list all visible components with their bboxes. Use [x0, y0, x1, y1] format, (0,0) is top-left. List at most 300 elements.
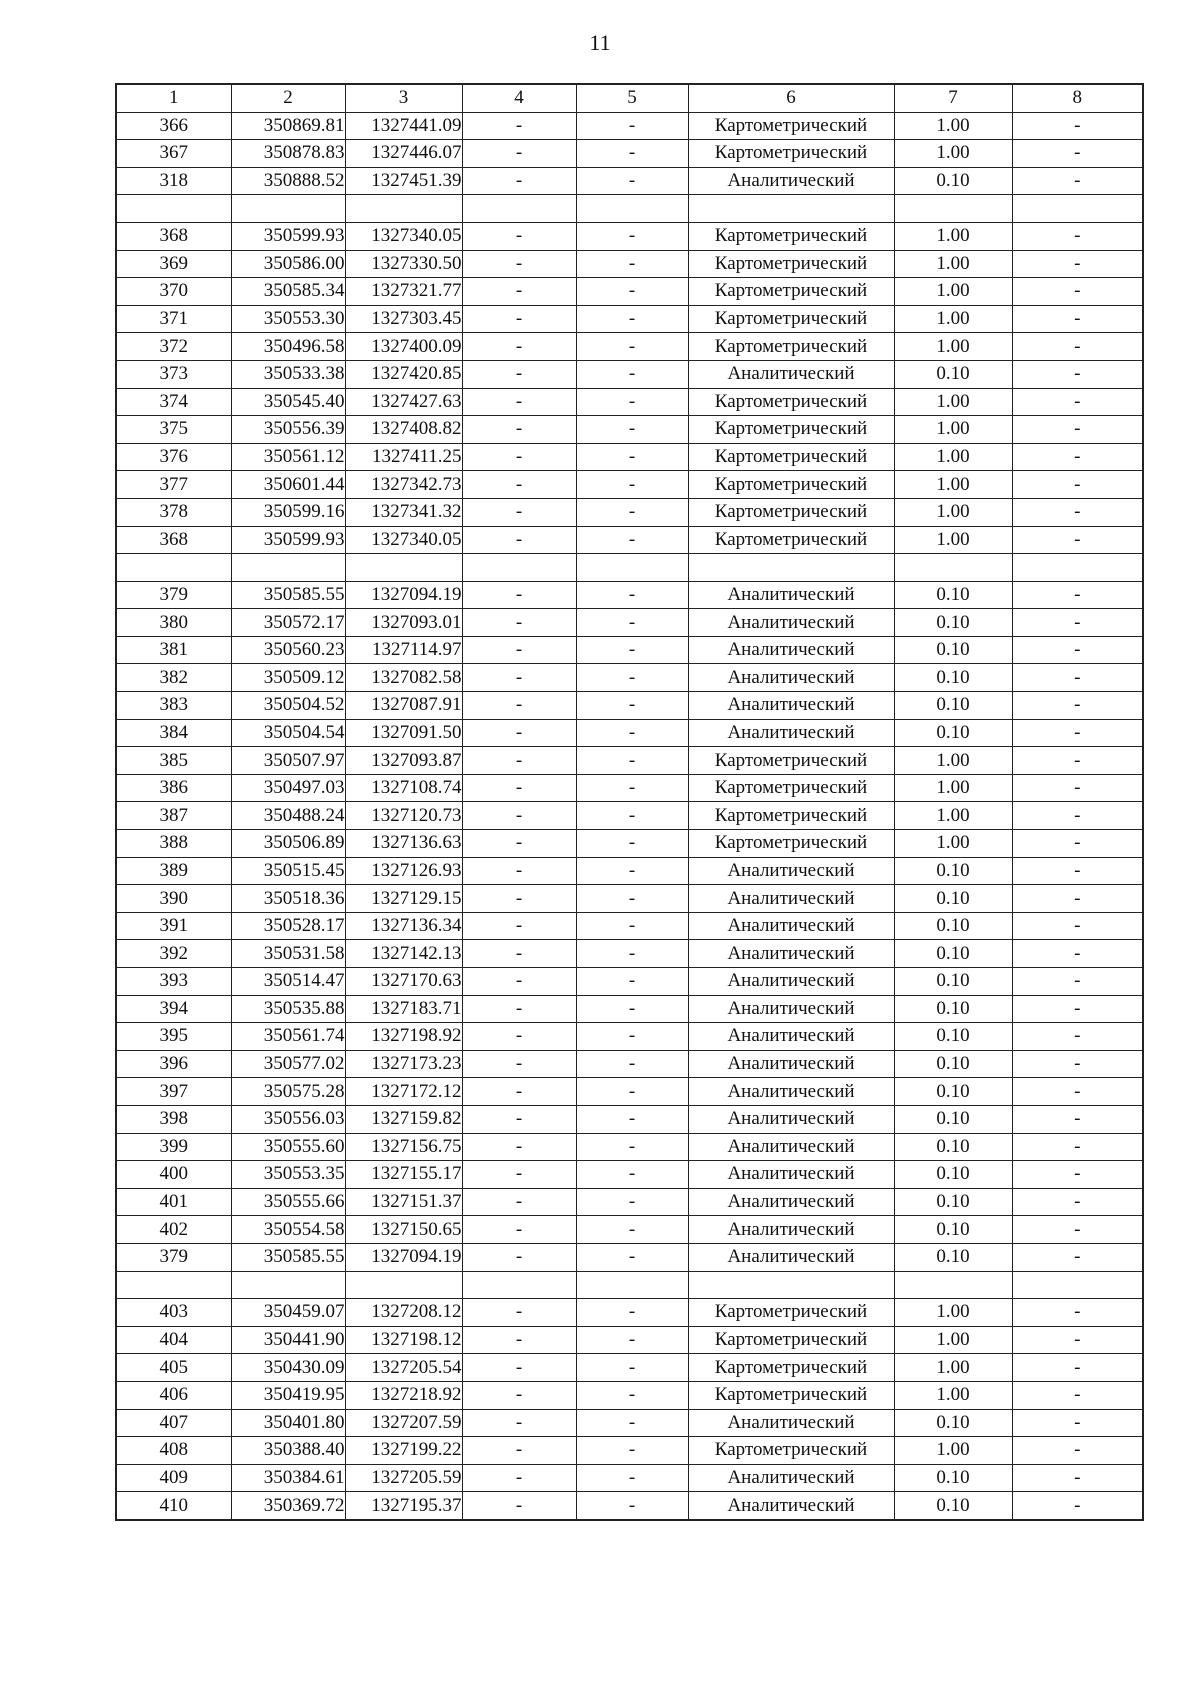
accuracy-cell: 1.00 — [894, 774, 1012, 802]
accuracy-cell: 0.10 — [894, 1078, 1012, 1106]
method-cell: Аналитический — [688, 995, 894, 1023]
col5-cell: - — [576, 1464, 688, 1492]
y-coordinate-cell: 1327151.37 — [345, 1188, 462, 1216]
y-coordinate-cell: 1327087.91 — [345, 692, 462, 720]
table-header-row — [116, 84, 1143, 112]
method-cell: Картометрический — [688, 112, 894, 140]
col5-cell: - — [576, 995, 688, 1023]
method-cell: Аналитический — [688, 1133, 894, 1161]
method-cell: Аналитический — [688, 664, 894, 692]
col5-cell: - — [576, 333, 688, 361]
table-row — [116, 1492, 1143, 1520]
x-coordinate-cell: 350553.35 — [231, 1161, 345, 1189]
accuracy-cell: 1.00 — [894, 388, 1012, 416]
col8-cell: - — [1012, 250, 1143, 278]
method-cell: Аналитический — [688, 1023, 894, 1051]
method-cell: Аналитический — [688, 1161, 894, 1189]
method-cell: Аналитический — [688, 940, 894, 968]
x-coordinate-cell: 350388.40 — [231, 1437, 345, 1465]
col8-cell: - — [1012, 305, 1143, 333]
method-cell: Аналитический — [688, 609, 894, 637]
y-coordinate-cell: 1327150.65 — [345, 1216, 462, 1244]
col8-cell: - — [1012, 830, 1143, 858]
accuracy-cell: 0.10 — [894, 1409, 1012, 1437]
col8-cell: - — [1012, 1161, 1143, 1189]
point-number-cell: 391 — [116, 912, 231, 940]
accuracy-cell: 0.10 — [894, 1216, 1012, 1244]
accuracy-cell: 0.10 — [894, 1188, 1012, 1216]
table-row — [116, 416, 1143, 444]
x-coordinate-cell: 350560.23 — [231, 636, 345, 664]
accuracy-cell: 1.00 — [894, 278, 1012, 306]
method-cell: Картометрический — [688, 443, 894, 471]
point-number-cell: 372 — [116, 333, 231, 361]
x-coordinate-cell: 350441.90 — [231, 1326, 345, 1354]
x-coordinate-cell: 350506.89 — [231, 830, 345, 858]
method-cell: Аналитический — [688, 1050, 894, 1078]
col4-cell: - — [462, 278, 576, 306]
col4-cell: - — [462, 802, 576, 830]
table-row — [116, 636, 1143, 664]
col5-cell: - — [576, 1437, 688, 1465]
col8-cell: - — [1012, 112, 1143, 140]
accuracy-cell: 1.00 — [894, 830, 1012, 858]
col8-cell: - — [1012, 388, 1143, 416]
method-cell: Картометрический — [688, 1326, 894, 1354]
x-coordinate-cell: 350554.58 — [231, 1216, 345, 1244]
col4-cell: - — [462, 857, 576, 885]
col8-cell: - — [1012, 774, 1143, 802]
col4-cell: - — [462, 1050, 576, 1078]
accuracy-cell: 1.00 — [894, 1326, 1012, 1354]
col5-cell: - — [576, 636, 688, 664]
point-number-cell: 368 — [116, 526, 231, 554]
col5-cell: - — [576, 1105, 688, 1133]
y-coordinate-cell: 1327441.09 — [345, 112, 462, 140]
y-coordinate-cell: 1327218.92 — [345, 1381, 462, 1409]
method-cell: Аналитический — [688, 1492, 894, 1520]
col5-cell: - — [576, 940, 688, 968]
table-row — [116, 1078, 1143, 1106]
method-cell: Аналитический — [688, 581, 894, 609]
accuracy-cell: 1.00 — [894, 1299, 1012, 1327]
point-number-cell: 401 — [116, 1188, 231, 1216]
method-cell: Аналитический — [688, 1216, 894, 1244]
col8-cell: - — [1012, 719, 1143, 747]
col5-cell: - — [576, 1188, 688, 1216]
col8-cell: - — [1012, 968, 1143, 996]
col4-cell: - — [462, 1354, 576, 1382]
method-cell: Аналитический — [688, 912, 894, 940]
method-cell: Аналитический — [688, 1243, 894, 1271]
col4-cell: - — [462, 222, 576, 250]
table-row — [116, 747, 1143, 775]
accuracy-cell: 1.00 — [894, 526, 1012, 554]
accuracy-cell: 0.10 — [894, 1133, 1012, 1161]
method-cell — [688, 195, 894, 223]
point-number-cell: 390 — [116, 885, 231, 913]
y-coordinate-cell: 1327094.19 — [345, 1243, 462, 1271]
x-coordinate-cell: 350509.12 — [231, 664, 345, 692]
col4-cell: - — [462, 719, 576, 747]
x-coordinate-cell: 350515.45 — [231, 857, 345, 885]
col4-cell: - — [462, 1243, 576, 1271]
y-coordinate-cell: 1327094.19 — [345, 581, 462, 609]
col4-cell: - — [462, 498, 576, 526]
table-row — [116, 719, 1143, 747]
table-row — [116, 222, 1143, 250]
col8-cell: - — [1012, 636, 1143, 664]
col5-cell: - — [576, 416, 688, 444]
table-row — [116, 857, 1143, 885]
y-coordinate-cell: 1327155.17 — [345, 1161, 462, 1189]
table-row — [116, 1381, 1143, 1409]
accuracy-cell: 0.10 — [894, 1023, 1012, 1051]
x-coordinate-cell: 350561.12 — [231, 443, 345, 471]
y-coordinate-cell: 1327093.01 — [345, 609, 462, 637]
col5-cell: - — [576, 388, 688, 416]
y-coordinate-cell: 1327342.73 — [345, 471, 462, 499]
col5-cell: - — [576, 498, 688, 526]
point-number-cell: 409 — [116, 1464, 231, 1492]
col8-cell — [1012, 554, 1143, 582]
accuracy-cell: 1.00 — [894, 471, 1012, 499]
col4-cell: - — [462, 636, 576, 664]
x-coordinate-cell: 350556.39 — [231, 416, 345, 444]
accuracy-cell: 1.00 — [894, 222, 1012, 250]
y-coordinate-cell: 1327159.82 — [345, 1105, 462, 1133]
col4-cell: - — [462, 1299, 576, 1327]
point-number-cell: 378 — [116, 498, 231, 526]
point-number-cell: 387 — [116, 802, 231, 830]
x-coordinate-cell: 350507.97 — [231, 747, 345, 775]
col4-cell — [462, 195, 576, 223]
x-coordinate-cell: 350599.93 — [231, 222, 345, 250]
table-row — [116, 360, 1143, 388]
col5-cell: - — [576, 664, 688, 692]
method-cell: Картометрический — [688, 416, 894, 444]
table-row — [116, 581, 1143, 609]
method-cell: Картометрический — [688, 774, 894, 802]
x-coordinate-cell — [231, 195, 345, 223]
point-number-cell — [116, 554, 231, 582]
x-coordinate-cell: 350585.55 — [231, 581, 345, 609]
accuracy-cell: 0.10 — [894, 1161, 1012, 1189]
x-coordinate-cell: 350384.61 — [231, 1464, 345, 1492]
point-number-cell — [116, 195, 231, 223]
method-cell: Картометрический — [688, 747, 894, 775]
column-header: 7 — [894, 84, 1012, 112]
table-row — [116, 443, 1143, 471]
column-header: 8 — [1012, 84, 1143, 112]
col5-cell: - — [576, 885, 688, 913]
y-coordinate-cell: 1327082.58 — [345, 664, 462, 692]
method-cell: Картометрический — [688, 140, 894, 168]
point-number-cell: 405 — [116, 1354, 231, 1382]
col5-cell: - — [576, 1381, 688, 1409]
col5-cell: - — [576, 774, 688, 802]
x-coordinate-cell: 350601.44 — [231, 471, 345, 499]
point-number-cell: 389 — [116, 857, 231, 885]
y-coordinate-cell — [345, 554, 462, 582]
col5-cell: - — [576, 1492, 688, 1520]
y-coordinate-cell: 1327170.63 — [345, 968, 462, 996]
col4-cell: - — [462, 885, 576, 913]
col4-cell: - — [462, 1105, 576, 1133]
y-coordinate-cell: 1327208.12 — [345, 1299, 462, 1327]
col8-cell: - — [1012, 1133, 1143, 1161]
col8-cell: - — [1012, 747, 1143, 775]
accuracy-cell: 0.10 — [894, 1050, 1012, 1078]
method-cell: Картометрический — [688, 830, 894, 858]
col4-cell: - — [462, 140, 576, 168]
x-coordinate-cell: 350496.58 — [231, 333, 345, 361]
point-number-cell: 410 — [116, 1492, 231, 1520]
col4-cell: - — [462, 360, 576, 388]
method-cell: Аналитический — [688, 1078, 894, 1106]
y-coordinate-cell: 1327341.32 — [345, 498, 462, 526]
col8-cell: - — [1012, 1105, 1143, 1133]
col8-cell: - — [1012, 1437, 1143, 1465]
accuracy-cell — [894, 1271, 1012, 1299]
col8-cell: - — [1012, 664, 1143, 692]
col4-cell: - — [462, 167, 576, 195]
y-coordinate-cell: 1327172.12 — [345, 1078, 462, 1106]
method-cell: Аналитический — [688, 1188, 894, 1216]
col8-cell: - — [1012, 167, 1143, 195]
table-row — [116, 250, 1143, 278]
point-number-cell: 404 — [116, 1326, 231, 1354]
x-coordinate-cell: 350401.80 — [231, 1409, 345, 1437]
table-row — [116, 1243, 1143, 1271]
x-coordinate-cell: 350577.02 — [231, 1050, 345, 1078]
method-cell: Аналитический — [688, 167, 894, 195]
col8-cell: - — [1012, 360, 1143, 388]
accuracy-cell: 1.00 — [894, 416, 1012, 444]
x-coordinate-cell: 350556.03 — [231, 1105, 345, 1133]
coordinates-table — [115, 83, 1144, 1521]
point-number-cell: 393 — [116, 968, 231, 996]
table-row — [116, 968, 1143, 996]
col8-cell: - — [1012, 471, 1143, 499]
table-row — [116, 1023, 1143, 1051]
accuracy-cell — [894, 195, 1012, 223]
x-coordinate-cell — [231, 554, 345, 582]
col8-cell: - — [1012, 498, 1143, 526]
col4-cell: - — [462, 388, 576, 416]
col8-cell: - — [1012, 940, 1143, 968]
x-coordinate-cell: 350535.88 — [231, 995, 345, 1023]
col5-cell: - — [576, 857, 688, 885]
x-coordinate-cell: 350553.30 — [231, 305, 345, 333]
col8-cell: - — [1012, 1354, 1143, 1382]
col8-cell: - — [1012, 526, 1143, 554]
y-coordinate-cell — [345, 195, 462, 223]
method-cell: Аналитический — [688, 636, 894, 664]
col4-cell: - — [462, 1492, 576, 1520]
point-number-cell: 370 — [116, 278, 231, 306]
col5-cell: - — [576, 360, 688, 388]
col5-cell: - — [576, 250, 688, 278]
accuracy-cell: 1.00 — [894, 333, 1012, 361]
x-coordinate-cell: 350533.38 — [231, 360, 345, 388]
y-coordinate-cell: 1327199.22 — [345, 1437, 462, 1465]
point-number-cell: 403 — [116, 1299, 231, 1327]
method-cell: Картометрический — [688, 333, 894, 361]
method-cell: Картометрический — [688, 222, 894, 250]
accuracy-cell: 1.00 — [894, 1354, 1012, 1382]
col8-cell: - — [1012, 1050, 1143, 1078]
accuracy-cell: 1.00 — [894, 747, 1012, 775]
point-number-cell: 375 — [116, 416, 231, 444]
table-row — [116, 140, 1143, 168]
point-number-cell: 381 — [116, 636, 231, 664]
x-coordinate-cell: 350585.55 — [231, 1243, 345, 1271]
col8-cell: - — [1012, 912, 1143, 940]
point-number-cell: 406 — [116, 1381, 231, 1409]
point-number-cell: 394 — [116, 995, 231, 1023]
x-coordinate-cell: 350888.52 — [231, 167, 345, 195]
col4-cell: - — [462, 1409, 576, 1437]
accuracy-cell: 0.10 — [894, 1105, 1012, 1133]
col4-cell: - — [462, 250, 576, 278]
point-number-cell: 379 — [116, 581, 231, 609]
x-coordinate-cell: 350504.52 — [231, 692, 345, 720]
method-cell: Аналитический — [688, 968, 894, 996]
point-number-cell — [116, 1271, 231, 1299]
col5-cell: - — [576, 1354, 688, 1382]
col8-cell: - — [1012, 1078, 1143, 1106]
x-coordinate-cell: 350504.54 — [231, 719, 345, 747]
y-coordinate-cell: 1327091.50 — [345, 719, 462, 747]
col4-cell: - — [462, 1326, 576, 1354]
y-coordinate-cell: 1327205.54 — [345, 1354, 462, 1382]
table-row — [116, 609, 1143, 637]
col8-cell: - — [1012, 1381, 1143, 1409]
table-row — [116, 526, 1143, 554]
accuracy-cell: 0.10 — [894, 692, 1012, 720]
col5-cell: - — [576, 692, 688, 720]
y-coordinate-cell: 1327198.12 — [345, 1326, 462, 1354]
col8-cell: - — [1012, 278, 1143, 306]
col4-cell: - — [462, 1381, 576, 1409]
point-number-cell: 379 — [116, 1243, 231, 1271]
x-coordinate-cell — [231, 1271, 345, 1299]
accuracy-cell: 0.10 — [894, 1464, 1012, 1492]
col8-cell: - — [1012, 885, 1143, 913]
col4-cell: - — [462, 581, 576, 609]
col8-cell: - — [1012, 1464, 1143, 1492]
accuracy-cell: 0.10 — [894, 167, 1012, 195]
point-number-cell: 367 — [116, 140, 231, 168]
accuracy-cell: 0.10 — [894, 857, 1012, 885]
accuracy-cell — [894, 554, 1012, 582]
accuracy-cell: 1.00 — [894, 250, 1012, 278]
point-number-cell: 392 — [116, 940, 231, 968]
column-header: 3 — [345, 84, 462, 112]
x-coordinate-cell: 350497.03 — [231, 774, 345, 802]
accuracy-cell: 1.00 — [894, 140, 1012, 168]
col8-cell: - — [1012, 140, 1143, 168]
table-row — [116, 195, 1143, 223]
method-cell: Картометрический — [688, 526, 894, 554]
col5-cell: - — [576, 1133, 688, 1161]
table-row — [116, 1271, 1143, 1299]
col8-cell: - — [1012, 581, 1143, 609]
y-coordinate-cell: 1327173.23 — [345, 1050, 462, 1078]
col4-cell — [462, 554, 576, 582]
accuracy-cell: 1.00 — [894, 112, 1012, 140]
accuracy-cell: 0.10 — [894, 1492, 1012, 1520]
table-row — [116, 554, 1143, 582]
method-cell: Картометрический — [688, 802, 894, 830]
y-coordinate-cell: 1327205.59 — [345, 1464, 462, 1492]
method-cell: Аналитический — [688, 857, 894, 885]
table-row — [116, 995, 1143, 1023]
col8-cell: - — [1012, 1023, 1143, 1051]
method-cell: Картометрический — [688, 471, 894, 499]
y-coordinate-cell: 1327136.34 — [345, 912, 462, 940]
col5-cell: - — [576, 443, 688, 471]
method-cell — [688, 1271, 894, 1299]
point-number-cell: 369 — [116, 250, 231, 278]
col5-cell: - — [576, 471, 688, 499]
col5-cell: - — [576, 1216, 688, 1244]
col8-cell: - — [1012, 1409, 1143, 1437]
column-header: 6 — [688, 84, 894, 112]
point-number-cell: 371 — [116, 305, 231, 333]
table-row — [116, 912, 1143, 940]
y-coordinate-cell: 1327108.74 — [345, 774, 462, 802]
table-row — [116, 1216, 1143, 1244]
col4-cell: - — [462, 333, 576, 361]
point-number-cell: 318 — [116, 167, 231, 195]
col4-cell: - — [462, 1464, 576, 1492]
table-row — [116, 471, 1143, 499]
y-coordinate-cell: 1327156.75 — [345, 1133, 462, 1161]
y-coordinate-cell: 1327400.09 — [345, 333, 462, 361]
y-coordinate-cell: 1327195.37 — [345, 1492, 462, 1520]
accuracy-cell: 0.10 — [894, 581, 1012, 609]
table-row — [116, 802, 1143, 830]
y-coordinate-cell: 1327408.82 — [345, 416, 462, 444]
x-coordinate-cell: 350572.17 — [231, 609, 345, 637]
point-number-cell: 396 — [116, 1050, 231, 1078]
accuracy-cell: 0.10 — [894, 609, 1012, 637]
page-number: 11 — [589, 30, 611, 55]
col5-cell: - — [576, 222, 688, 250]
table-row — [116, 885, 1143, 913]
x-coordinate-cell: 350430.09 — [231, 1354, 345, 1382]
col8-cell — [1012, 1271, 1143, 1299]
x-coordinate-cell: 350555.66 — [231, 1188, 345, 1216]
point-number-cell: 397 — [116, 1078, 231, 1106]
accuracy-cell: 0.10 — [894, 360, 1012, 388]
col5-cell: - — [576, 830, 688, 858]
col5-cell: - — [576, 802, 688, 830]
table-row — [116, 388, 1143, 416]
x-coordinate-cell: 350878.83 — [231, 140, 345, 168]
col4-cell: - — [462, 1078, 576, 1106]
col4-cell: - — [462, 1216, 576, 1244]
table-row — [116, 940, 1143, 968]
col8-cell: - — [1012, 1326, 1143, 1354]
col8-cell: - — [1012, 222, 1143, 250]
col4-cell: - — [462, 912, 576, 940]
table-row — [116, 1409, 1143, 1437]
col4-cell: - — [462, 968, 576, 996]
point-number-cell: 366 — [116, 112, 231, 140]
